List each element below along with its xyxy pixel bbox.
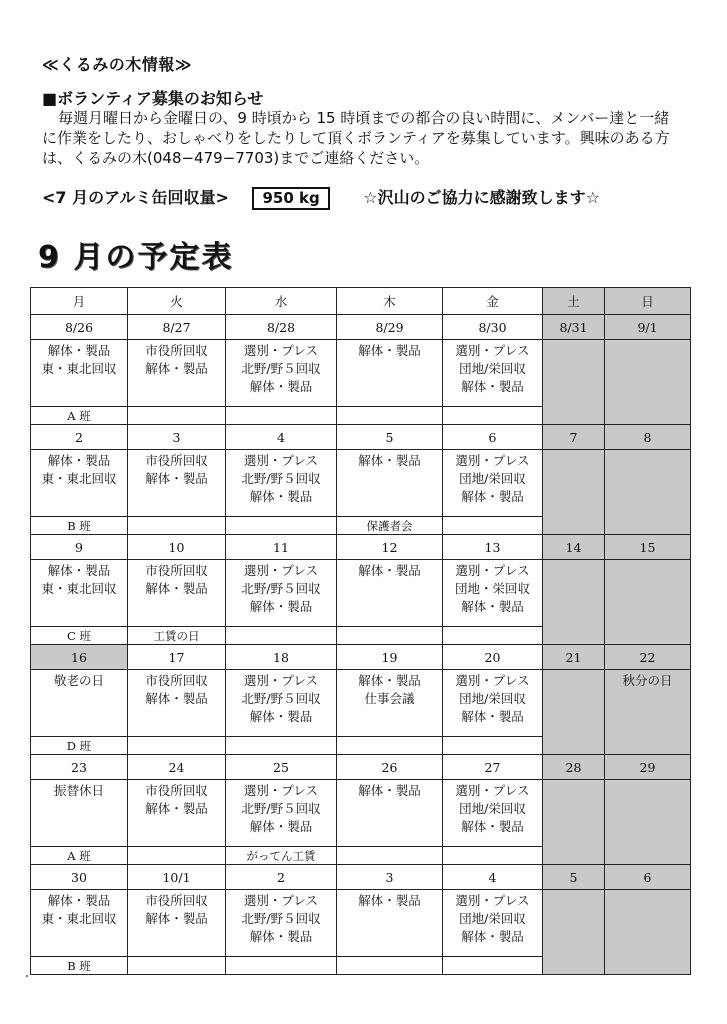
date-cell: 15 <box>605 535 691 560</box>
event-note-cell <box>443 737 543 755</box>
date-row <box>31 425 691 450</box>
activity-cell-wed <box>226 670 337 737</box>
activity-cell-thu <box>337 560 443 627</box>
activity-item: 仕事会議 <box>364 691 415 706</box>
activity-item: 団地/栄回収 <box>459 691 526 706</box>
activity-item: 選別・プレス <box>455 453 530 468</box>
date-cell: 6 <box>443 425 543 450</box>
activity-cell-sun <box>605 340 691 425</box>
date-cell: 14 <box>543 535 605 560</box>
event-note-cell <box>443 627 543 645</box>
date-cell: 24 <box>128 755 226 780</box>
activity-cell-tue <box>128 780 226 847</box>
activity-item: 団地/栄回収 <box>459 361 526 376</box>
activity-cell-wed <box>226 560 337 627</box>
activity-item: 解体・製品 <box>47 893 111 908</box>
activity-cell-wed <box>226 780 337 847</box>
volunteer-notice-body <box>42 108 682 168</box>
event-note-cell <box>226 407 337 425</box>
activity-cell-sun <box>605 890 691 975</box>
activity-row <box>31 560 691 627</box>
scan-speck <box>26 975 28 977</box>
event-note-cell <box>226 517 337 535</box>
date-cell: 8/30 <box>443 315 543 340</box>
activity-item: 解体・製品 <box>249 929 313 944</box>
activity-cell-wed <box>226 340 337 407</box>
activity-item: 選別・プレス <box>243 563 319 578</box>
activity-item: 解体・製品 <box>249 819 313 834</box>
activity-cell-wed <box>226 450 337 517</box>
activity-item: 解体・製品 <box>358 673 421 688</box>
activity-item: 選別・プレス <box>455 673 530 688</box>
activity-item: 北野/野５回収 <box>241 911 321 926</box>
date-cell: 29 <box>605 755 691 780</box>
activity-cell-fri <box>443 670 543 737</box>
activity-cell-wed <box>226 890 337 957</box>
activity-row <box>31 890 691 957</box>
activity-item: 北野/野５回収 <box>241 471 321 486</box>
event-note-cell <box>443 407 543 425</box>
date-cell: 19 <box>337 645 443 670</box>
event-note-cell <box>226 627 337 645</box>
group-cell: A 班 <box>31 407 128 425</box>
date-cell: 23 <box>31 755 128 780</box>
activity-item: 選別・プレス <box>243 453 319 468</box>
group-cell: A 班 <box>31 847 128 865</box>
activity-item: 解体・製品 <box>461 819 524 834</box>
date-cell: 13 <box>443 535 543 560</box>
event-note-cell <box>128 517 226 535</box>
activity-item: 解体・製品 <box>145 801 208 816</box>
activity-cell-mon <box>31 890 128 957</box>
activity-cell-mon <box>31 340 128 407</box>
activity-item: 団地・栄回収 <box>454 581 530 596</box>
activity-item: 解体・製品 <box>461 709 524 724</box>
activity-cell-tue <box>128 670 226 737</box>
activity-cell-tue <box>128 340 226 407</box>
date-cell: 9 <box>31 535 128 560</box>
date-cell: 8/26 <box>31 315 128 340</box>
date-cell: 10/1 <box>128 865 226 890</box>
event-note-cell: がってん工賃 <box>226 847 337 865</box>
activity-cell-sat <box>543 890 605 975</box>
event-note-cell <box>128 957 226 975</box>
event-note-cell <box>128 407 226 425</box>
weekday-header: 水 <box>226 288 337 315</box>
activity-item: 解体・製品 <box>249 709 313 724</box>
volunteer-notice-title: ■ボランティア募集のお知らせ <box>42 89 264 108</box>
event-note-cell <box>443 957 543 975</box>
weekday-header-saturday: 土 <box>543 288 605 315</box>
date-cell: 17 <box>128 645 226 670</box>
calendar-body <box>31 315 691 975</box>
date-row <box>31 645 691 670</box>
activity-cell-tue <box>128 560 226 627</box>
event-note-cell: 工賃の日 <box>128 627 226 645</box>
activity-cell-sat <box>543 780 605 865</box>
activity-item: 東・東北回収 <box>41 581 117 596</box>
activity-cell-fri <box>443 890 543 957</box>
date-cell: 5 <box>543 865 605 890</box>
event-note-cell <box>226 957 337 975</box>
activity-item: 選別・プレス <box>455 343 530 358</box>
activity-cell-mon <box>31 560 128 627</box>
aluminum-collection-row <box>42 185 692 210</box>
activity-row <box>31 670 691 737</box>
activity-cell-fri <box>443 560 543 627</box>
activity-cell-thu <box>337 890 443 957</box>
activity-item: 選別・プレス <box>243 673 319 688</box>
activity-cell-thu <box>337 340 443 407</box>
activity-item: 解体・製品 <box>145 361 208 376</box>
activity-item: 解体・製品 <box>358 783 421 798</box>
activity-item: 解体・製品 <box>145 471 208 486</box>
weekday-header: 金 <box>443 288 543 315</box>
volunteer-notice-text: 毎週月曜日から金曜日の、9 時頃から 15 時頃までの都合の良い時間に、メンバー達と一緒に作業をしたり、おしゃべりをしたりして頂くボランティアを募集しています。興味のある方は、くるみの木(048−479−7703)までご連絡ください。 <box>42 109 670 167</box>
activity-item: 敬老の日 <box>53 673 104 688</box>
weekday-header: 火 <box>128 288 226 315</box>
activity-cell-mon <box>31 670 128 737</box>
activity-item: 解体・製品 <box>358 453 421 468</box>
date-cell: 9/1 <box>605 315 691 340</box>
activity-item: 選別・プレス <box>455 783 530 798</box>
activity-item: 市役所回収 <box>145 453 208 468</box>
activity-cell-tue <box>128 450 226 517</box>
weekday-header: 月 <box>31 288 128 315</box>
date-cell: 4 <box>226 425 337 450</box>
group-cell: B 班 <box>31 517 128 535</box>
activity-item: 東・東北回収 <box>41 471 117 486</box>
activity-item: 解体・製品 <box>47 453 111 468</box>
activity-item: 解体・製品 <box>461 929 524 944</box>
activity-cell-sun <box>605 780 691 865</box>
date-cell: 2 <box>226 865 337 890</box>
activity-item: 北野/野５回収 <box>241 581 321 596</box>
date-cell: 3 <box>128 425 226 450</box>
date-cell: 6 <box>605 865 691 890</box>
activity-cell-sat <box>543 340 605 425</box>
activity-cell-sat <box>543 450 605 535</box>
activity-cell-thu <box>337 780 443 847</box>
activity-cell-mon <box>31 780 128 847</box>
activity-item: 市役所回収 <box>145 783 208 798</box>
date-cell: 8/29 <box>337 315 443 340</box>
activity-item: 解体・製品 <box>461 489 524 504</box>
group-cell: C 班 <box>31 627 128 645</box>
activity-item: 東・東北回収 <box>41 911 117 926</box>
thanks-message: ☆沢山のご協力に感謝致します☆ <box>363 188 600 207</box>
calendar-table <box>30 287 691 975</box>
date-row <box>31 315 691 340</box>
activity-cell-sun <box>605 450 691 535</box>
schedule-title: 9 月の予定表 <box>38 240 234 275</box>
activity-item: 解体・製品 <box>358 893 421 908</box>
date-cell: 21 <box>543 645 605 670</box>
group-cell: D 班 <box>31 737 128 755</box>
date-cell: 30 <box>31 865 128 890</box>
weekday-header-sunday: 日 <box>605 288 691 315</box>
date-cell: 16 <box>31 645 128 670</box>
aluminum-amount-box: 950 kg <box>252 187 329 210</box>
activity-item: 市役所回収 <box>145 343 208 358</box>
event-note-cell <box>226 737 337 755</box>
activity-item: 解体・製品 <box>358 343 421 358</box>
activity-cell-fri <box>443 450 543 517</box>
date-cell: 22 <box>605 645 691 670</box>
date-cell: 18 <box>226 645 337 670</box>
group-cell: B 班 <box>31 957 128 975</box>
date-cell: 8/27 <box>128 315 226 340</box>
date-row <box>31 755 691 780</box>
activity-item: 北野/野５回収 <box>241 691 321 706</box>
event-note-cell <box>443 847 543 865</box>
event-note-cell: 保護者会 <box>337 517 443 535</box>
activity-cell-sun <box>605 560 691 645</box>
activity-cell-sat <box>543 560 605 645</box>
activity-cell-fri <box>443 340 543 407</box>
date-cell: 28 <box>543 755 605 780</box>
date-cell: 10 <box>128 535 226 560</box>
activity-item: 団地/栄回収 <box>459 911 526 926</box>
date-cell: 8/28 <box>226 315 337 340</box>
activity-item: 北野/野５回収 <box>241 801 321 816</box>
activity-item: 解体・製品 <box>358 563 421 578</box>
activity-cell-mon <box>31 450 128 517</box>
activity-item: 選別・プレス <box>243 343 319 358</box>
activity-item: 秋分の日 <box>622 673 673 688</box>
activity-item: 解体・製品 <box>145 691 208 706</box>
date-cell: 25 <box>226 755 337 780</box>
activity-cell-sun <box>605 670 691 755</box>
activity-item: 選別・プレス <box>243 783 319 798</box>
activity-row <box>31 450 691 517</box>
activity-item: 解体・製品 <box>249 379 313 394</box>
weekday-header-row <box>31 288 691 315</box>
date-cell: 11 <box>226 535 337 560</box>
date-cell: 8/31 <box>543 315 605 340</box>
date-cell: 3 <box>337 865 443 890</box>
activity-item: 解体・製品 <box>461 379 524 394</box>
event-note-cell <box>337 627 443 645</box>
aluminum-label: <7 月のアルミ缶回収量> <box>42 188 229 207</box>
date-cell: 8 <box>605 425 691 450</box>
date-cell: 12 <box>337 535 443 560</box>
activity-cell-tue <box>128 890 226 957</box>
activity-item: 市役所回収 <box>145 673 208 688</box>
event-note-cell <box>337 957 443 975</box>
activity-item: 選別・プレス <box>455 893 530 908</box>
activity-item: 団地/栄回収 <box>459 801 526 816</box>
date-cell: 4 <box>443 865 543 890</box>
info-section-title: ≪くるみの木情報≫ <box>42 55 193 74</box>
activity-item: 選別・プレス <box>243 893 319 908</box>
activity-item: 振替休日 <box>53 783 104 798</box>
event-note-cell <box>128 847 226 865</box>
activity-item: 解体・製品 <box>249 489 313 504</box>
activity-item: 解体・製品 <box>47 343 111 358</box>
weekday-header: 木 <box>337 288 443 315</box>
date-cell: 26 <box>337 755 443 780</box>
date-cell: 20 <box>443 645 543 670</box>
activity-row <box>31 780 691 847</box>
activity-item: 解体・製品 <box>249 599 313 614</box>
event-note-cell <box>128 737 226 755</box>
activity-cell-sat <box>543 670 605 755</box>
activity-item: 北野/野５回収 <box>241 361 321 376</box>
activity-item: 東・東北回収 <box>41 361 117 376</box>
activity-item: 解体・製品 <box>145 911 208 926</box>
event-note-cell <box>337 847 443 865</box>
activity-item: 解体・製品 <box>47 563 111 578</box>
activity-item: 市役所回収 <box>145 563 208 578</box>
activity-cell-thu <box>337 670 443 737</box>
activity-item: 解体・製品 <box>461 599 524 614</box>
activity-item: 解体・製品 <box>145 581 208 596</box>
date-cell: 2 <box>31 425 128 450</box>
event-note-cell <box>337 737 443 755</box>
activity-cell-fri <box>443 780 543 847</box>
date-cell: 27 <box>443 755 543 780</box>
event-note-cell <box>443 517 543 535</box>
activity-item: 市役所回収 <box>145 893 208 908</box>
date-cell: 7 <box>543 425 605 450</box>
activity-item: 選別・プレス <box>455 563 530 578</box>
date-row <box>31 865 691 890</box>
date-cell: 5 <box>337 425 443 450</box>
event-note-cell <box>337 407 443 425</box>
activity-item: 団地/栄回収 <box>459 471 526 486</box>
activity-cell-thu <box>337 450 443 517</box>
date-row <box>31 535 691 560</box>
activity-row <box>31 340 691 407</box>
